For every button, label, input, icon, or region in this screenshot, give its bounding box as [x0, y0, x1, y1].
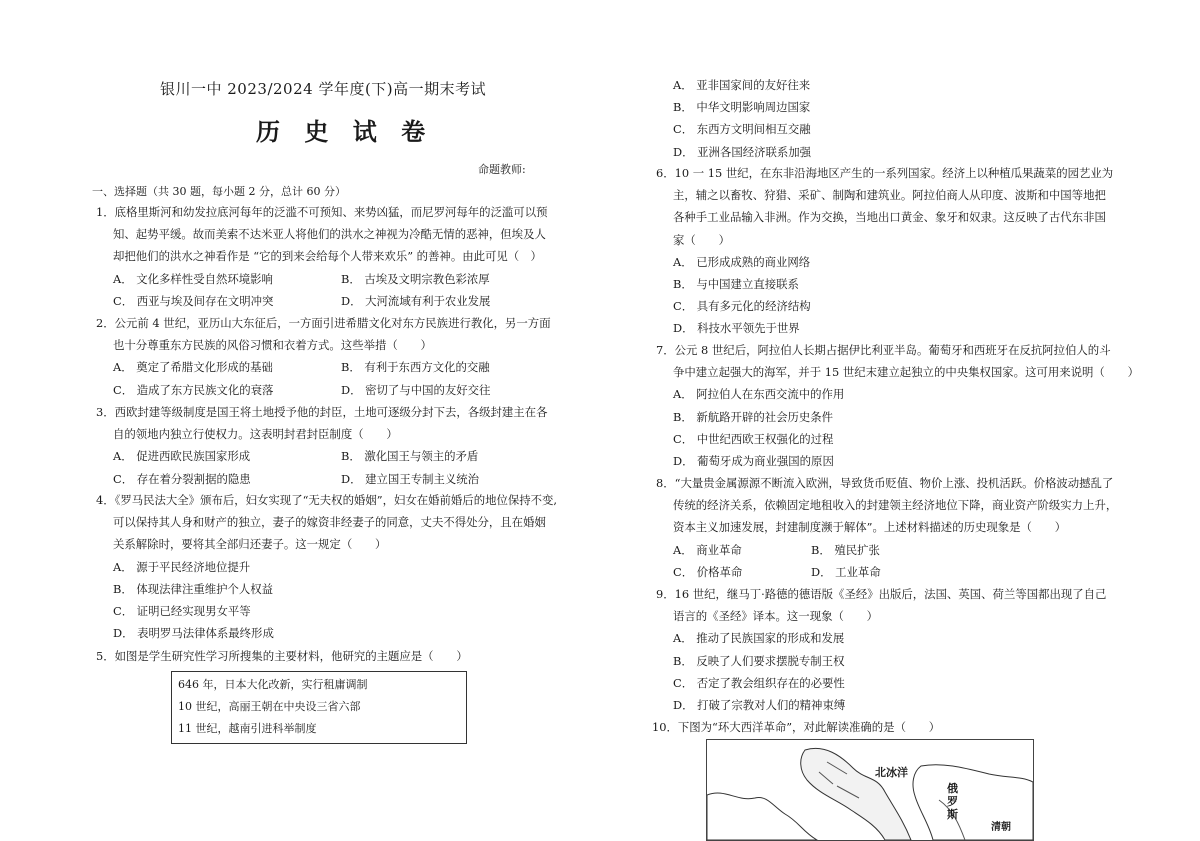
question-line: 5．如图是学生研究性学习所搜集的主要材料，他研究的主题应是（ ） — [96, 649, 468, 663]
option-d[interactable]: D． 表明罗马法律体系最终形成 — [113, 626, 274, 641]
option-b[interactable]: B． 中华文明影响周边国家 — [673, 100, 811, 115]
question-8 — [656, 472, 1117, 583]
option-c[interactable]: C． 价格革命 — [673, 564, 743, 579]
option-d[interactable]: D． 葡萄牙成为商业强国的原因 — [673, 454, 834, 469]
option-row — [96, 379, 551, 401]
atlantic-revolution-map — [706, 739, 1034, 841]
option-d[interactable]: D． 打破了宗教对人们的精神束缚 — [673, 698, 846, 713]
question-line: 8．“大量贵金属源源不断流入欧洲，导致货币贬值、物价上涨、投机活跃。价格波动撼乱了 — [656, 476, 1114, 490]
question-line: 1．底格里斯河和幼发拉底河每年的泛滥不可预知、来势凶猛，而尼罗河每年的泛滥可以预 — [96, 205, 548, 219]
question-line: 资本主义加速发展，封建制度濒于解体”。上述材料描述的历史现象是（ ） — [673, 520, 1067, 535]
material-line: 11 世纪，越南引进科举制度 — [178, 722, 317, 735]
map-graphic — [707, 740, 1033, 840]
option-d[interactable]: D． 工业革命 — [811, 564, 881, 579]
option-b[interactable]: B． 体现法律注重维护个人权益 — [113, 581, 274, 596]
question-line: 9．16 世纪，继马丁·路德的德语版《圣经》出版后，法国、英国、荷兰等国都出现了自己 — [656, 587, 1107, 601]
option-a[interactable]: A． 推动了民族国家的形成和发展 — [673, 631, 845, 646]
question-line: 7．公元 8 世纪后，阿拉伯人长期占据伊比利亚半岛。葡萄牙和西班牙在反抗阿拉伯人的斗 — [656, 343, 1111, 357]
option-row — [96, 468, 547, 490]
option-a[interactable]: A． 促进西欧民族国家形成 — [113, 449, 251, 464]
option-row — [96, 290, 547, 312]
option-d[interactable]: D． 密切了与中国的友好交往 — [341, 382, 491, 397]
question-2 — [96, 312, 551, 401]
map-label-russia: 俄罗斯 — [947, 782, 958, 821]
subject-title: 历 史 试 卷 — [256, 117, 434, 146]
option-d[interactable]: D． 大河流域有利于农业发展 — [341, 293, 491, 308]
option-row — [96, 268, 547, 290]
question-5 — [96, 645, 468, 667]
question-3 — [96, 401, 547, 490]
map-label-arctic: 北冰洋 — [875, 766, 908, 779]
question-line: 也十分尊重东方民族的风俗习惯和衣着方式。这些举措（ ） — [113, 338, 432, 353]
option-row — [96, 445, 547, 467]
question-7 — [656, 339, 1139, 472]
option-c[interactable]: C． 东西方文明间相互交融 — [673, 122, 811, 137]
question-line: 可以保持其人身和财产的独立，妻子的嫁资非经妻子的同意，丈夫不得处分，且在婚姻 — [113, 515, 546, 530]
question-line: 却把他们的洪水之神看作是 “它的到来会给每个人带来欢乐” 的善神。由此可见（ ） — [113, 249, 542, 264]
option-c[interactable]: C． 西亚与埃及间存在文明冲突 — [113, 293, 274, 308]
option-b[interactable]: B． 激化国王与领主的矛盾 — [341, 449, 479, 464]
question-line: 语言的《圣经》译本。这一现象（ ） — [673, 609, 879, 624]
option-a[interactable]: A． 源于平民经济地位提升 — [113, 559, 251, 574]
teacher-label: 命题教师: — [478, 163, 526, 176]
option-c[interactable]: C． 造成了东方民族文化的衰落 — [113, 382, 274, 397]
question-9 — [656, 583, 1106, 716]
question-line: 争中建立起强大的海军，并于 15 世纪末建立起独立的中央集权国家。这可用来说明（ ） — [673, 365, 1139, 380]
option-c[interactable]: C． 存在着分裂割据的隐患 — [113, 471, 251, 486]
option-b[interactable]: B． 有利于东西方文化的交融 — [341, 360, 490, 375]
option-c[interactable]: C． 证明已经实现男女平等 — [113, 604, 251, 619]
question-1 — [96, 201, 547, 312]
option-a[interactable]: A． 亚非国家间的友好往来 — [673, 78, 811, 92]
question-10 — [652, 716, 940, 738]
question-line: 关系解除时，要将其全部归还妻子。这一规定（ ） — [113, 537, 387, 552]
question-5-options — [673, 74, 811, 163]
material-line: 646 年，日本大化改新，实行租庸调制 — [178, 678, 368, 691]
option-a[interactable]: A． 文化多样性受自然环境影响 — [113, 271, 273, 286]
question-6 — [656, 162, 1113, 340]
option-c[interactable]: C． 中世纪西欧王权强化的过程 — [673, 431, 834, 446]
option-row — [96, 356, 551, 378]
question-line: 3．西欧封建等级制度是国王将土地授予他的封臣，土地可逐级分封下去，各级封建主在各 — [96, 405, 548, 419]
option-b[interactable]: B． 殖民扩张 — [811, 542, 880, 557]
option-a[interactable]: A． 奠定了希腊文化形成的基础 — [113, 360, 273, 375]
map-label-qing: 清朝 — [991, 822, 1011, 833]
option-a[interactable]: A． 阿拉伯人在东西交流中的作用 — [673, 387, 845, 402]
option-b[interactable]: B． 与中国建立直接联系 — [673, 277, 799, 292]
option-b[interactable]: B． 新航路开辟的社会历史条件 — [673, 409, 834, 424]
option-c[interactable]: C． 否定了教会组织存在的必要性 — [673, 675, 845, 690]
question-4 — [96, 489, 557, 644]
question-line: 知、起势平缓。故而美索不达米亚人将他们的洪水之神视为冷酷无情的恶神，但埃及人 — [113, 227, 546, 242]
option-b[interactable]: B． 古埃及文明宗教色彩浓厚 — [341, 271, 490, 286]
option-c[interactable]: C． 具有多元化的经济结构 — [673, 299, 811, 314]
section-heading: 一、选择题（共 30 题，每小题 2 分，总计 60 分） — [92, 185, 346, 198]
question-line: 6．10 一 15 世纪，在东非沿海地区产生的一系列国家。经济上以种植瓜果蔬菜的园艺业为 — [656, 166, 1114, 180]
question-line: 2．公元前 4 世纪，亚历山大东征后，一方面引进希腊文化对东方民族进行教化，另一方面 — [96, 316, 551, 330]
option-a[interactable]: A． 已形成成熟的商业网络 — [673, 254, 811, 269]
question-line: 自的领地内独立行使权力。这表明封君封臣制度（ ） — [113, 427, 398, 442]
option-d[interactable]: D． 亚洲各国经济联系加强 — [673, 144, 812, 159]
option-b[interactable]: B． 反映了人们要求摆脱专制王权 — [673, 653, 845, 668]
question-line: 主，辅之以畜牧、狩猎、采矿、制陶和建筑业。阿拉伯商人从印度、波斯和中国等地把 — [673, 188, 1106, 203]
question-line: 10．下图为“环大西洋革命”，对此解读准确的是（ ） — [652, 720, 941, 734]
question-line: 传统的经济关系，依赖固定地租收入的封建领主经济地位下降，商业资产阶级实力上升， — [673, 498, 1118, 513]
question-line: 各种手工业品输入非洲。作为交换，当地出口黄金、象牙和奴隶。这反映了古代东非国 — [673, 210, 1106, 225]
q5-material-box — [171, 671, 467, 744]
material-line: 10 世纪，高丽王朝在中央设三省六部 — [178, 700, 361, 713]
option-row — [656, 561, 1117, 583]
school-title: 银川一中 2023/2024 学年度(下)高一期末考试 — [160, 80, 487, 98]
option-d[interactable]: D． 科技水平领先于世界 — [673, 321, 800, 336]
option-row — [656, 539, 1117, 561]
question-line: 4．《罗马民法大全》颁布后，妇女实现了“无夫权的婚姻”，妇女在婚前婚后的地位保持不变, — [96, 493, 558, 507]
option-a[interactable]: A． 商业革命 — [673, 542, 742, 557]
question-line: 家（ ） — [673, 232, 730, 247]
option-d[interactable]: D． 建立国王专制主义统治 — [341, 471, 480, 486]
